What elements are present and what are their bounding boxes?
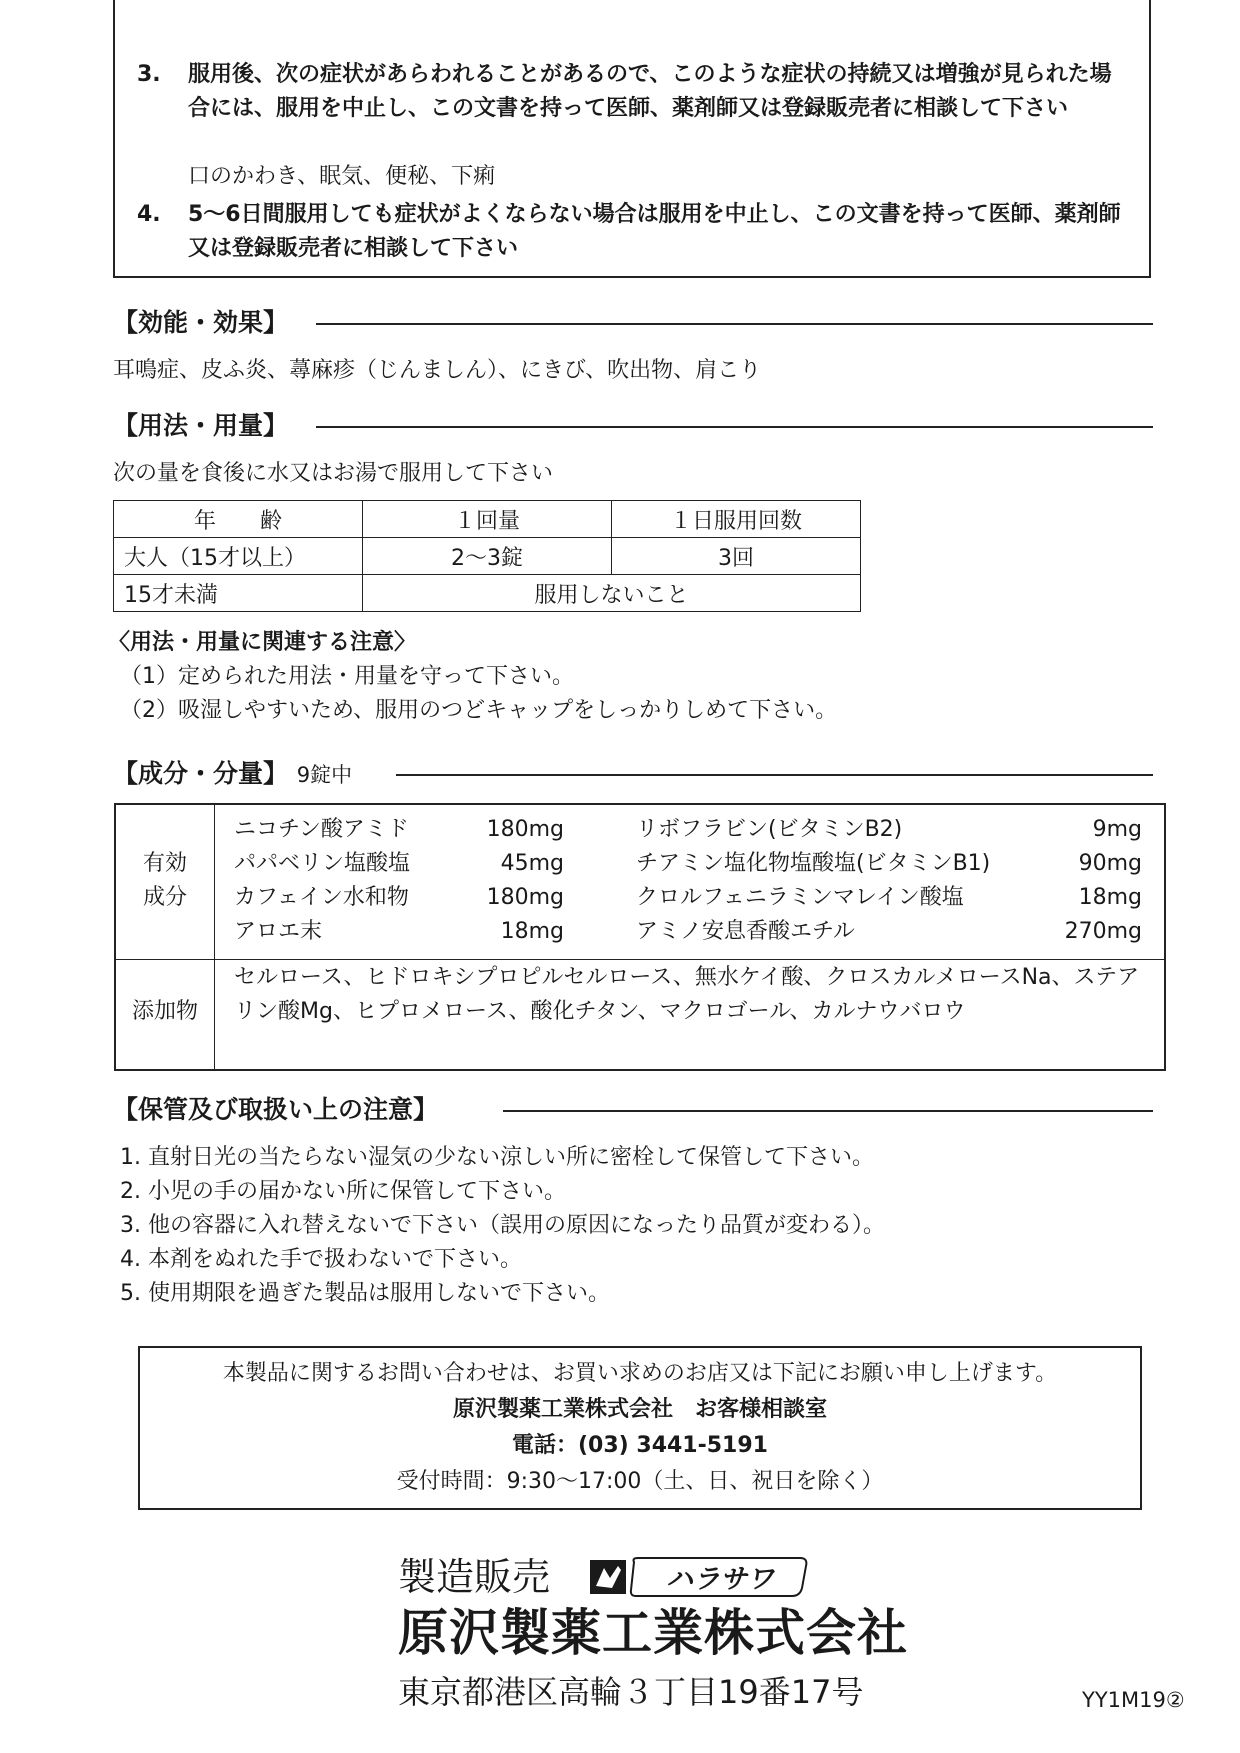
dosage-heading-row [113, 406, 1153, 446]
storage-item: 3. 他の容器に入れ替えないで下さい（誤用の原因になったり品質が変わる）。 [120, 1213, 885, 1238]
logo-text: ハラサワ [666, 1564, 774, 1595]
table-row [114, 575, 861, 612]
table-header: 年 齢 [114, 501, 363, 538]
dosage-note: （2）吸湿しやすいため、服用のつどキャップをしっかりしめて下さい。 [120, 698, 838, 723]
contact-box [138, 1346, 1142, 1510]
warning-number: 4. [137, 202, 161, 227]
brand-logo [588, 1556, 810, 1598]
section-heading: 【効能・効果】 [113, 308, 289, 337]
ingredient-amount: 270mg [1064, 919, 1142, 944]
ingredient-amount: 45mg [500, 851, 564, 876]
ingredient-amount: 90mg [1078, 851, 1142, 876]
ingredient-name: ニコチン酸アミド [234, 817, 409, 842]
additives-label: 添加物 [131, 999, 198, 1024]
warning-text: 5～6日間服用しても症状がよくならない場合は服用を中止し、この文書を持って医師、薬剤師又は登録販売者に相談して下さい [188, 202, 1121, 261]
heading-rule [316, 426, 1153, 428]
active-label: 成分 [142, 885, 187, 910]
additives-text: セルロース、ヒドロキシプロピルセルロース、無水ケイ酸、クロスカルメロースNa、ステアリン酸Mg、ヒプロメロース、酸化チタン、マクロゴール、カルナウバロウ [234, 965, 1140, 1024]
row-divider [116, 959, 1164, 960]
contact-intro: 本製品に関するお問い合わせは、お買い求めのお店又は下記にお願い申し上げます。 [222, 1361, 1058, 1386]
section-heading: 【保管及び取扱い上の注意】 [113, 1095, 439, 1124]
active-label: 有効 [142, 851, 187, 876]
heading-sub: 9錠中 [296, 763, 353, 787]
ingredient-name: パパベリン塩酸塩 [234, 851, 411, 876]
document-code: YY1M19② [1082, 1688, 1185, 1712]
table-cell: 服用しないこと [363, 575, 861, 612]
table-row [114, 538, 861, 575]
ingredient-amount: 180mg [486, 885, 564, 910]
table-header: １回量 [363, 501, 612, 538]
storage-item: 1. 直射日光の当たらない湿気の少ない涼しい所に密栓して保管して下さい。 [120, 1145, 874, 1170]
heading-rule [316, 323, 1153, 325]
ingredient-name: カフェイン水和物 [234, 885, 409, 910]
table-cell: 3回 [612, 538, 861, 575]
ingredient-name: アロエ末 [234, 919, 323, 944]
warning-symptoms: 口のかわき、眠気、便秘、下痢 [188, 164, 496, 189]
warning-text: 服用後、次の症状があらわれることがあるので、このような症状の持続又は増強が見られた場合には、服用を中止し、この文書を持って医師、薬剤師又は登録販売者に相談して下さい [188, 62, 1112, 121]
ingredient-name: クロルフェニラミンマレイン酸塩 [636, 885, 964, 910]
company-name: 原沢製薬工業株式会社 [398, 1604, 908, 1662]
maker-label: 製造販売 [398, 1555, 551, 1599]
ingredient-amount: 180mg [486, 817, 564, 842]
contact-department: 原沢製薬工業株式会社 お客様相談室 [452, 1397, 827, 1422]
section-heading: 【用法・用量】 [113, 411, 289, 440]
dosage-notes-heading: 〈用法・用量に関連する注意〉 [108, 630, 417, 655]
table-cell: 2～3錠 [363, 538, 612, 575]
company-address: 東京都港区高輪３丁目19番17号 [398, 1673, 864, 1711]
storage-item: 5. 使用期限を過ぎた製品は服用しないで下さい。 [120, 1281, 610, 1306]
table-header-row [114, 501, 861, 538]
dosage-intro: 次の量を食後に水又はお湯で服用して下さい [113, 461, 554, 486]
dosage-table [113, 500, 861, 612]
ingredient-name: チアミン塩化物塩酸塩(ビタミンB1) [636, 851, 991, 876]
efficacy-heading-row [113, 303, 1153, 343]
ingredients-table [114, 803, 1166, 1071]
table-header: １日服用回数 [612, 501, 861, 538]
storage-item: 2. 小児の手の届かない所に保管して下さい。 [120, 1179, 566, 1204]
table-cell: 大人（15才以上） [114, 538, 363, 575]
ingredient-amount: 18mg [1078, 885, 1142, 910]
contact-hours: 受付時間：9:30～17:00（土、日、祝日を除く） [396, 1469, 884, 1494]
heading-rule [503, 1110, 1153, 1112]
storage-item: 4. 本剤をぬれた手で扱わないで下さい。 [120, 1247, 522, 1272]
dosage-note: （1）定められた用法・用量を守って下さい。 [120, 664, 574, 689]
section-heading [113, 754, 352, 795]
column-divider [214, 805, 215, 1069]
warning-number: 3. [137, 62, 161, 87]
ingredients-heading-row [113, 754, 1153, 794]
ingredient-amount: 9mg [1092, 817, 1142, 842]
ingredient-name: リボフラビン(ビタミンB2) [636, 817, 903, 842]
table-cell: 15才未満 [114, 575, 363, 612]
heading-text: 【成分・分量】 [113, 759, 289, 788]
ingredient-name: アミノ安息香酸エチル [636, 919, 855, 944]
contact-phone: 電話：(03) 3441-5191 [512, 1433, 768, 1458]
logo-graphic [588, 1556, 810, 1598]
storage-heading-row [113, 1090, 1153, 1130]
ingredient-amount: 18mg [500, 919, 564, 944]
efficacy-text: 耳鳴症、皮ふ炎、蕁麻疹（じんましん）、にきび、吹出物、肩こり [113, 358, 762, 383]
heading-rule [396, 774, 1153, 776]
